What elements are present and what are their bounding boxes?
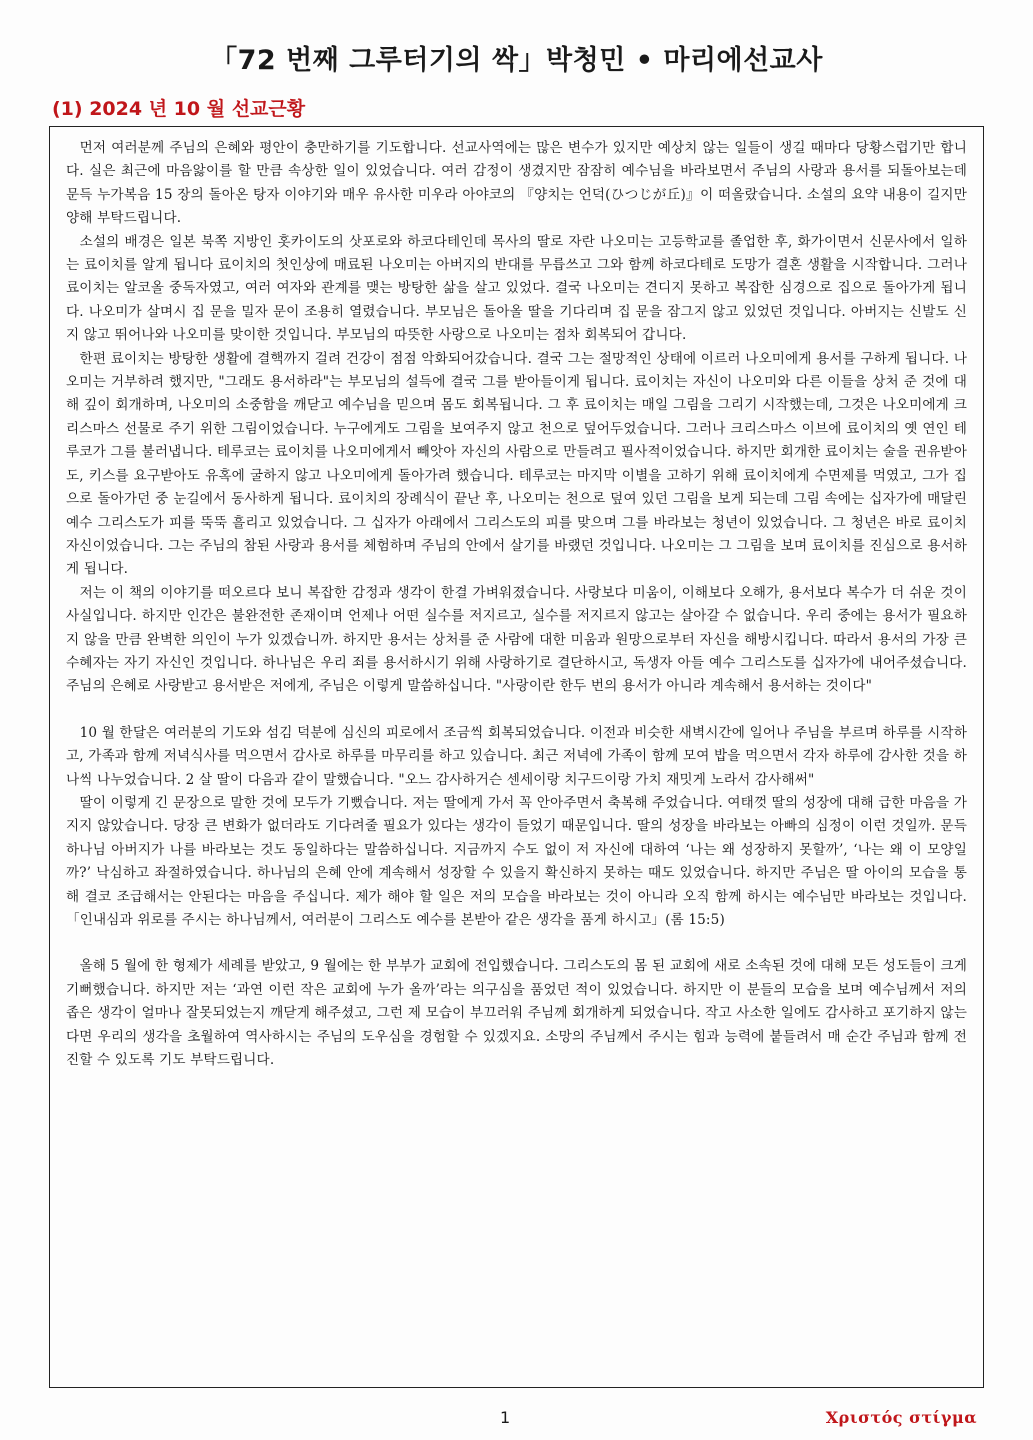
paragraph-forgiveness-reflection: 저는 이 책의 이야기를 떠오르다 보니 복잡한 감정과 생각이 한결 가벼워졌습니다. 사랑보다 미움이, 이해보다 오해가, 용서보다 복수가 더 쉬운 것이 사실입니다. 하지만 인간은 불완전한 존재이며 언제나 어떤 실수를 저지르고, 실수를 저지르지 않고는 살아갈 수 없습니다. 우리 중에는 용서가 필요하지 않을 만큼 완벽한 의인이 누가 있겠습니까. 하지만 용서는 상처를 준 사람에 대한 미움과 원망으로부터 자신을 해방시킵니다. 따라서 용서의 가장 큰 수혜자는 자기 자신인 것입니다. 하나님은 우리 죄를 용서하시기 위해 사랑하기로 결단하시고, 독생자 아들 예수 그리스도를 십자가에 내어주셨습니다. 주님의 은혜로 사랑받고 용서받은 저에게, 주님은 이렇게 말씀하십니다. "사랑이란 한두 번의 용서가 아니라 계속해서 용서하는 것이다" bbox=[66, 584, 967, 695]
paragraph-gap bbox=[66, 932, 967, 955]
footer-brand: Χριστός στίγμα bbox=[825, 1408, 977, 1427]
paragraph-church-news: 올해 5 월에 한 형제가 세례를 받았고, 9 월에는 한 부부가 교회에 전입했습니다. 그리스도의 몸 된 교회에 새로 소속된 것에 대해 모든 성도들이 크게 기뻐했습니다. 하지만 저는 ‘과연 이런 작은 교회에 누가 올까’라는 의구심을 품었던 적이 있었습니다. 하지만 이 분들의 모습을 보며 예수님께서 저의 좁은 생각이 얼마나 잘못되었는지 깨닫게 해주셨고, 그런 제 모습이 부끄러워 주님께 회개하게 되었습니다. 작고 사소한 일에도 감사하고 포기하지 않는다면 우리의 생각을 초월하여 역사하시는 주님의 도우심을 경험할 수 있겠지요. 소망의 주님께서 주시는 힘과 능력에 붙들려서 매 순간 주님과 함께 전진할 수 있도록 기도 부탁드립니다. bbox=[66, 958, 967, 1069]
paragraph-novel-plot: 한편 료이치는 방탕한 생활에 결핵까지 걸려 건강이 점점 악화되어갔습니다. 결국 그는 절망적인 상태에 이르러 나오미에게 용서를 구하게 됩니다. 나오미는 거부하려 했지만, "그래도 용서하라"는 부모님의 설득에 결국 그를 받아들이게 됩니다. 료이치는 자신이 나오미와 다른 이들을 상처 준 것에 대해 깊이 회개하며, 나오미의 소중함을 깨닫고 예수님을 믿으며 몸도 회복됩니다. 그 후 료이치는 매일 그림을 그리기 시작했는데, 그것은 나오미에게 크리스마스 선물로 주기 위한 그림이었습니다. 누구에게도 그림을 보여주지 않고 천으로 덮어두었습니다. 그러나 크리스마스 이브에 료이치의 옛 연인 테루코가 그를 불러냅니다. 테루코는 료이치를 나오미에게서 빼앗아 자신의 사람으로 만들려고 필사적이었습니다. 하지만 회개한 료이치는 술을 권유받아도, 키스를 요구받아도 유혹에 굴하지 않고 나오미에게 돌아가려 했습니다. 테루코는 마지막 이별을 고하기 위해 료이치에게 수면제를 먹였고, 그가 집으로 돌아가던 중 눈길에서 동사하게 됩니다. 료이치의 장례식이 끝난 후, 나오미는 천으로 덮여 있던 그림을 보게 되는데 그림 속에는 십자가에 매달린 예수 그리스도가 피를 뚝뚝 흘리고 있었습니다. 그 십자가 아래에서 그리스도의 피를 맞으며 그를 바라보는 청년이 있었습니다. 그 청년은 바로 료이치 자신이었습니다. 그는 주님의 참된 사랑과 용서를 체험하며 주님의 안에서 살기를 바랬던 것입니다. 나오미는 그 그림을 보며 료이치를 진심으로 용서하게 됩니다. bbox=[66, 350, 967, 578]
page-number: 1 bbox=[500, 1408, 511, 1427]
letter-body-box bbox=[49, 126, 984, 1388]
section-heading: (1) 2024 년 10 월 선교근황 bbox=[52, 98, 306, 120]
page-title: 「72 번째 그루터기의 싹」박청민 • 마리에선교사 bbox=[210, 45, 823, 76]
paragraph-intro: 먼저 여러분께 주님의 은혜와 평안이 충만하기를 기도합니다. 선교사역에는 많은 변수가 있지만 예상치 않는 일들이 생길 때마다 당황스럽기만 합니다. 실은 최근에 마음앓이를 할 만큼 속상한 일이 있었습니다. 여러 감정이 생겼지만 잠잠히 예수님을 바라보면서 주님의 사랑과 용서를 되돌아보는데 문득 누가복음 15 장의 돌아온 탕자 이야기와 매우 유사한 미우라 아야코의 『양치는 언덕(ひつじが丘)』이 떠올랐습니다. 소설의 요약 내용이 길지만 양해 부탁드립니다. bbox=[66, 140, 967, 227]
paragraph-novel-setting: 소설의 배경은 일본 북쪽 지방인 홋카이도의 삿포로와 하코다테인데 목사의 딸로 자란 나오미는 고등학교를 졸업한 후, 화가이면서 신문사에서 일하는 료이치를 알게 됩니다 료이치의 첫인상에 매료된 나오미는 아버지의 반대를 무릅쓰고 그와 함께 하코다테로 도망가 결혼 생활을 시작합니다. 그러나 료이치는 알코올 중독자였고, 여러 여자와 관계를 맺는 방탕한 삶을 살고 있었다. 결국 나오미는 견디지 못하고 복잡한 심경으로 집으로 돌아가게 됩니다. 나오미가 살며시 집 문을 밀자 문이 조용히 열렸습니다. 부모님은 돌아올 딸을 기다리며 집 문을 잠그지 않고 있었던 것입니다. 아버지는 신발도 신지 않고 뛰어나와 나오미를 맞이한 것입니다. 부모님의 따뜻한 사랑으로 나오미는 점차 회복되어 갑니다. bbox=[66, 233, 967, 344]
paragraph-gap bbox=[66, 699, 967, 722]
paragraph-october-update: 10 월 한달은 여러분의 기도와 섬김 덕분에 심신의 피로에서 조금씩 회복되었습니다. 이전과 비슷한 새벽시간에 일어나 주님을 부르며 하루를 시작하고, 가족과 함께 저녁식사를 먹으면서 감사로 하루를 마무리를 하고 있습니다. 최근 저녁에 가족이 함께 모여 밥을 먹으면서 각자 하루에 감사한 것을 하나씩 나누었습니다. 2 살 딸이 다음과 같이 말했습니다. "오느 감사하거슨 센세이랑 치구드이랑 가치 재밋게 노라서 감사해써" bbox=[66, 724, 967, 788]
paragraph-daughter-growth: 딸이 이렇게 긴 문장으로 말한 것에 모두가 기뻤습니다. 저는 딸에게 가서 꼭 안아주면서 축복해 주었습니다. 여태껏 딸의 성장에 대해 급한 마음을 가지지 않았습니다. 당장 큰 변화가 없더라도 기다려줄 필요가 있다는 생각이 들었기 때문입니다. 딸의 성장을 바라보는 아빠의 심정이 이런 것일까. 문득 하나님 아버지가 나를 바라보는 것도 동일하다는 말씀하십니다. 지금까지 수도 없이 저 자신에 대하여 ‘나는 왜 성장하지 못할까’, ‘나는 왜 이 모양일까?’ 낙심하고 좌절하였습니다. 하나님의 은혜 안에 계속해서 성장할 수 있을지 확신하지 못하는 때도 있었습니다. 하지만 주님은 딸 아이의 모습을 통해 결코 조급해서는 안된다는 마음을 주십니다. 제가 해야 할 일은 저의 모습을 바라보는 것이 아니라 오직 함께 하시는 예수님만 바라보는 것입니다. 「인내심과 위로를 주시는 하나님께서, 여러분이 그리스도 예수를 본받아 같은 생각을 품게 하시고」(롬 15:5) bbox=[66, 794, 967, 928]
